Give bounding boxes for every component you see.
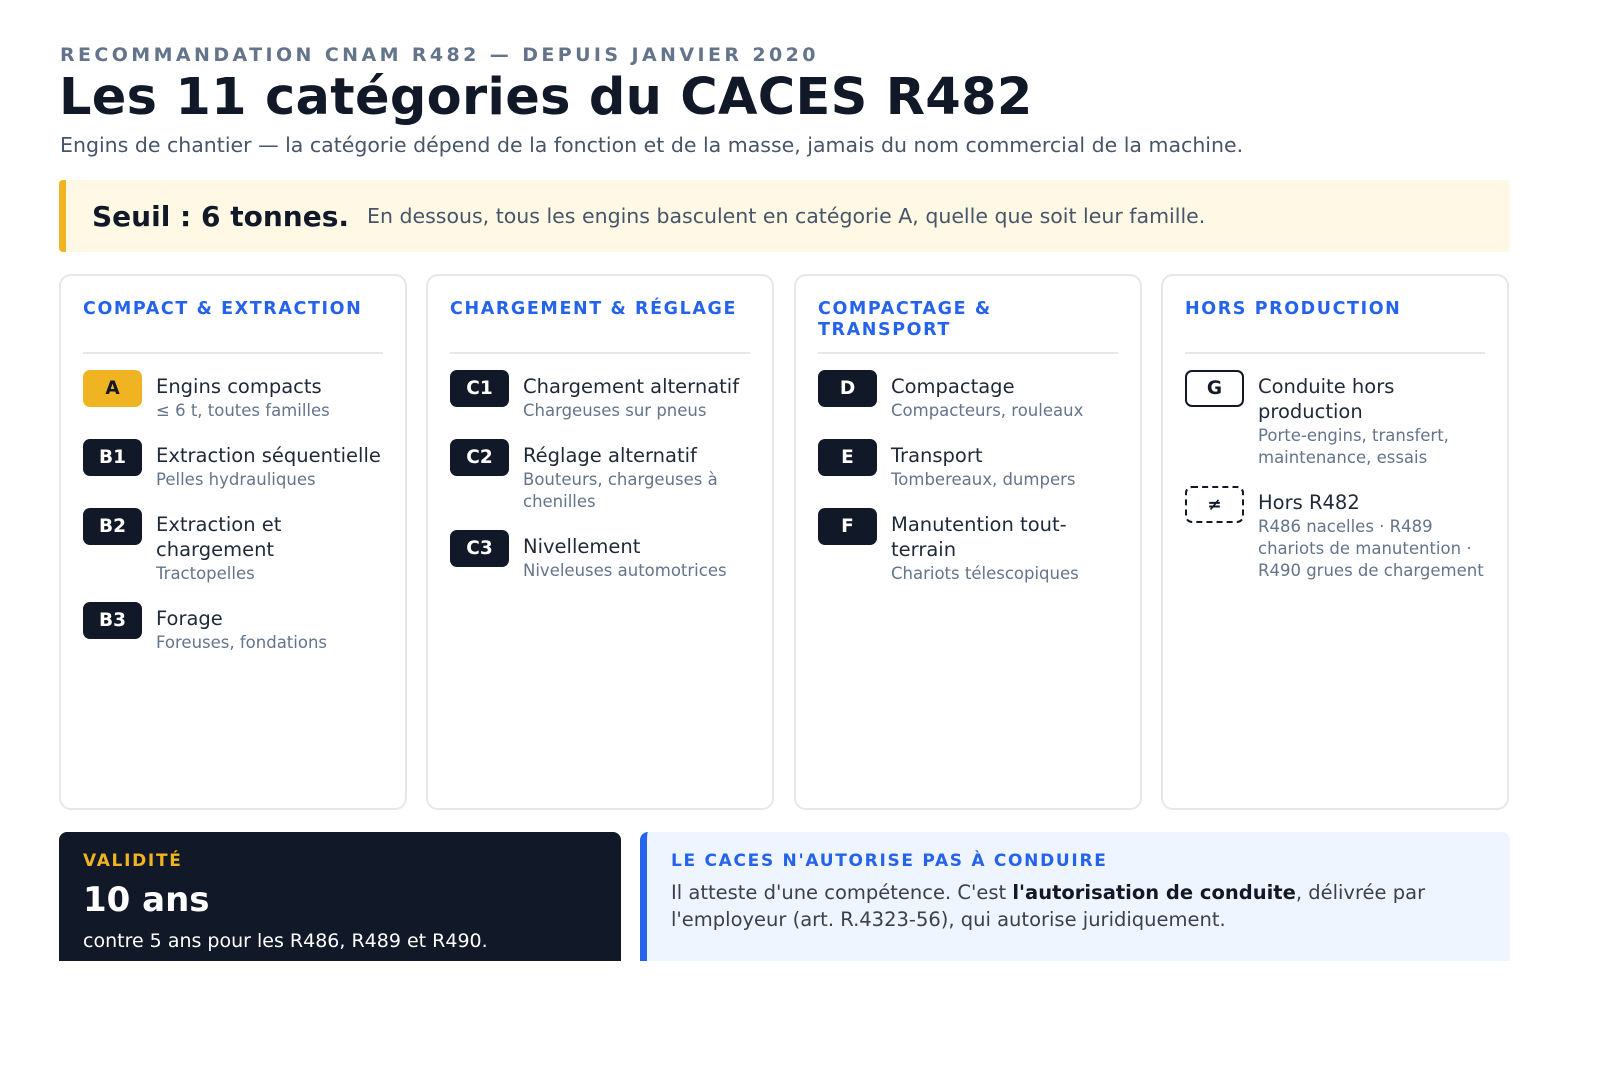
- category-examples: Chargeuses sur pneus: [523, 401, 707, 420]
- category-badge: E: [818, 439, 877, 476]
- validity-panel: [59, 832, 621, 961]
- page-subtitle: Engins de chantier — la catégorie dépend de la fonction et de la masse, jamais du nom commercial de la machine.: [60, 133, 1244, 157]
- category-title: Compactage: [891, 375, 1015, 398]
- not-equal-badge: ≠: [1185, 486, 1244, 523]
- note-text-bold: l'autorisation de conduite: [1012, 881, 1296, 904]
- category-badge: D: [818, 370, 877, 407]
- category-title: Engins compacts: [156, 375, 322, 398]
- authorization-note: [640, 832, 1510, 961]
- category-title: Extraction et chargement: [156, 513, 282, 561]
- note-text: [671, 879, 1451, 933]
- category-item: [818, 370, 1118, 422]
- validity-value: 10 ans: [83, 880, 210, 920]
- validity-text: contre 5 ans pour les R486, R489 et R490.: [83, 930, 488, 952]
- category-examples: ≤ 6 t, toutes familles: [156, 401, 330, 420]
- category-item: [1185, 486, 1485, 582]
- category-item: [1185, 370, 1485, 469]
- card-heading: CHARGEMENT & RÉGLAGE: [450, 296, 750, 354]
- category-badge: C1: [450, 370, 509, 407]
- category-title: Nivellement: [523, 535, 641, 558]
- category-title: Extraction séquentielle: [156, 444, 381, 467]
- category-examples: Tombereaux, dumpers: [891, 470, 1076, 489]
- category-badge: B3: [83, 602, 142, 639]
- category-examples: R486 nacelles · R489 chariots de manutention · R490 grues de chargement: [1258, 517, 1484, 580]
- category-badge: F: [818, 508, 877, 545]
- category-badge: C2: [450, 439, 509, 476]
- category-card-compactage-transport: [794, 274, 1142, 810]
- category-item: [818, 439, 1118, 491]
- note-text-end: , délivrée par l'employeur (art. R.4323-56), qui autorise juridiquement.: [671, 881, 1426, 931]
- category-title: Transport: [891, 444, 983, 467]
- category-examples: Chariots télescopiques: [891, 564, 1079, 583]
- category-examples: Tractopelles: [156, 564, 255, 583]
- category-badge: C3: [450, 530, 509, 567]
- validity-label: VALIDITÉ: [83, 851, 183, 871]
- threshold-strong: Seuil : 6 tonnes.: [92, 199, 349, 233]
- category-item: [83, 508, 383, 585]
- kicker: RECOMMANDATION CNAM R482 — DEPUIS JANVIER 2020: [60, 44, 819, 66]
- category-badge: B2: [83, 508, 142, 545]
- category-badge: G: [1185, 370, 1244, 407]
- category-item: [450, 439, 750, 513]
- category-badge: B1: [83, 439, 142, 476]
- category-examples: Niveleuses automotrices: [523, 561, 727, 580]
- category-title: Chargement alternatif: [523, 375, 740, 398]
- card-heading: COMPACT & EXTRACTION: [83, 296, 383, 354]
- card-heading: COMPACTAGE & TRANSPORT: [818, 296, 1118, 354]
- threshold-text: En dessous, tous les engins basculent en catégorie A, quelle que soit leur famille.: [367, 204, 1206, 228]
- category-item: [83, 439, 383, 491]
- threshold-callout: [59, 180, 1510, 252]
- note-label: LE CACES N'AUTORISE PAS À CONDUIRE: [671, 851, 1108, 871]
- category-item: [83, 602, 383, 654]
- category-examples: Bouteurs, chargeuses à chenilles: [523, 470, 718, 511]
- category-card-hors-production: [1161, 274, 1509, 810]
- category-badge: A: [83, 370, 142, 407]
- category-title: Hors R482: [1258, 491, 1360, 514]
- category-examples: Porte-engins, transfert, maintenance, essais: [1258, 426, 1449, 467]
- category-title: Réglage alternatif: [523, 444, 697, 467]
- category-item: [818, 508, 1118, 585]
- category-examples: Pelles hydrauliques: [156, 470, 316, 489]
- category-item: [83, 370, 383, 422]
- category-item: [450, 530, 750, 582]
- category-examples: Foreuses, fondations: [156, 633, 328, 652]
- category-card-chargement-reglage: [426, 274, 774, 810]
- page-title: Les 11 catégories du CACES R482: [59, 68, 1033, 127]
- category-title: Manutention tout-terrain: [891, 513, 1067, 561]
- note-text-start: Il atteste d'une compétence. C'est: [671, 881, 1013, 904]
- category-examples: Compacteurs, rouleaux: [891, 401, 1084, 420]
- card-heading: HORS PRODUCTION: [1185, 296, 1485, 354]
- category-card-compact-extraction: [59, 274, 407, 810]
- category-item: [450, 370, 750, 422]
- category-title: Conduite hors production: [1258, 375, 1395, 423]
- category-title: Forage: [156, 607, 223, 630]
